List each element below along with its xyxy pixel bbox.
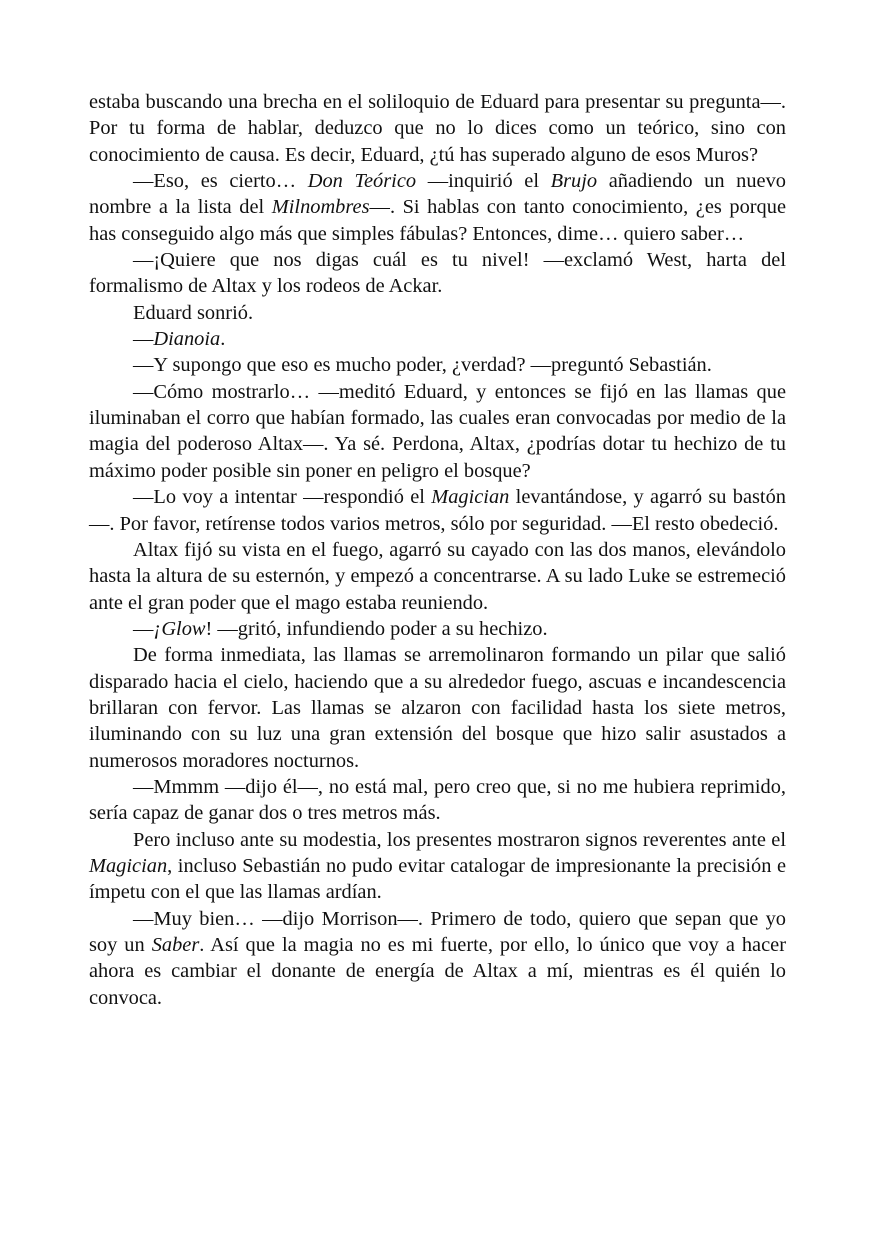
text-run: . Así que la magia no es mi fuerte, por ello, lo único que voy a hacer ahora es cambiar el donante de energía de Altax a mí, mientras es él quién lo convoca. (89, 934, 786, 1009)
text-run: —Y supongo que eso es mucho poder, ¿verdad? —preguntó Sebastián. (133, 354, 712, 377)
italic-run: Don Teórico (307, 170, 417, 193)
text-run: levantándose, y agarró su bastón—. Por favor, retírense todos varios metros, sólo por seguridad. —El resto obedeció. (89, 486, 786, 535)
page-body (89, 89, 786, 1011)
italic-run: Magician (89, 854, 168, 877)
paragraph (89, 168, 786, 247)
italic-run: Brujo (550, 170, 598, 193)
italic-run: Dianoia (153, 328, 221, 351)
text-run: — (133, 617, 154, 640)
text-run: —Lo voy a intentar —respondió el (133, 486, 432, 509)
text-run: —. Si hablas con tanto conocimiento, ¿es porque has conseguido algo más que simples fábulas? Entonces, dime… quiero saber… (89, 196, 786, 245)
text-run: . (220, 328, 226, 351)
italic-run: Milnombres (271, 196, 370, 219)
text-run: —Eso, es cierto… (133, 170, 308, 193)
text-run: —Muy bien… —dijo Morrison—. Primero de todo, quiero que sepan que yo soy un (89, 907, 786, 956)
paragraph (89, 537, 786, 616)
paragraph (89, 326, 786, 352)
text-run: —Mmmm —dijo él—, no está mal, pero creo que, si no me hubiera reprimido, sería capaz de ganar dos o tres metros más. (89, 775, 786, 825)
paragraph (89, 616, 786, 642)
paragraph (89, 379, 786, 484)
paragraph (89, 827, 786, 906)
text-run: ! —gritó, infundiendo poder a su hechizo. (205, 617, 548, 640)
text-run: , incluso Sebastián no pudo evitar catalogar de impresionante la precisión e ímpetu con el que las llamas ardían. (89, 854, 786, 904)
text-run: —Cómo mostrarlo… —meditó Eduard, y entonces se fijó en las llamas que iluminaban el corro que habían formado, las cuales eran convocadas por medio de la magia del poderoso Altax—. Ya sé. Perdona, Altax, ¿podrías dotar tu hechizo de tu máximo poder posible sin poner en peligro el bosque? (89, 380, 786, 482)
text-run: añadiendo un nuevo nombre a la lista del (89, 170, 786, 219)
text-run: —¡Quiere que nos digas cuál es tu nivel! —exclamó West, harta del formalismo de Altax y los rodeos de Ackar. (89, 249, 786, 298)
italic-run: Saber (151, 934, 200, 956)
paragraph (89, 774, 786, 827)
paragraph (89, 352, 786, 378)
paragraph (89, 300, 786, 326)
paragraph (89, 484, 786, 537)
text-run: Pero incluso ante su modestia, los presentes mostraron signos reverentes ante el (133, 828, 786, 851)
italic-run: Magician (431, 486, 510, 509)
text-run: Eduard sonrió. (133, 301, 254, 324)
text-run: Altax fijó su vista en el fuego, agarró su cayado con las dos manos, elevándolo hasta la altura de su esternón, y empezó a concentrarse. A su lado Luke se estremeció ante el gran poder que el mago estaba reuniendo. (89, 538, 786, 614)
text-run: De forma inmediata, las llamas se arremolinaron formando un pilar que salió disparado hacia el cielo, haciendo que a su alrededor fuego, ascuas e incandescencia brillaran con fervor. Las llamas se alzaron con facilidad hasta los siete metros, iluminando con su luz una gran extensión del bosque que hizo salir asustados a numerosos moradores nocturnos. (89, 644, 786, 772)
paragraph (89, 89, 786, 168)
italic-run: ¡Glow (153, 617, 206, 640)
paragraph (89, 906, 786, 1011)
text-run: —inquirió el (416, 170, 551, 193)
paragraph (89, 642, 786, 774)
text-run: estaba buscando una brecha en el soliloquio de Eduard para presentar su pregunta—. Por tu forma de hablar, deduzco que no lo dices como un teórico, sino con conocimiento de causa. Es decir, Eduard, ¿tú has superado alguno de esos Muros? (89, 91, 786, 166)
text-run: — (133, 328, 154, 351)
paragraph (89, 247, 786, 300)
